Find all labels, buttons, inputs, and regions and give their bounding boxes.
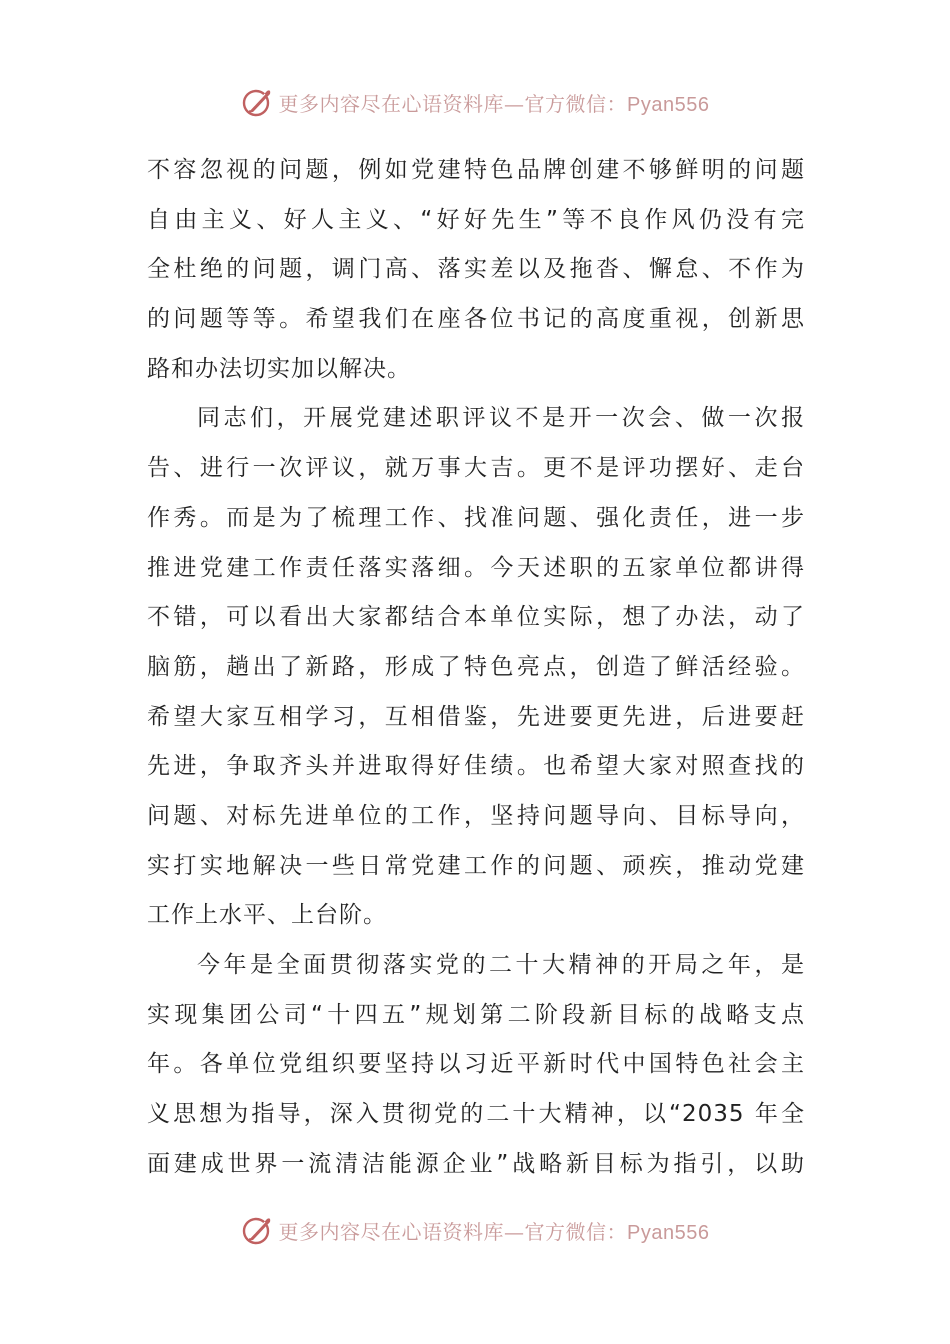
wechat-id: Pyan556 [627, 1221, 710, 1244]
text-line: 脑筋，趟出了新路，形成了特色亮点，创造了鲜活经验。 [147, 653, 805, 680]
text-line: 不容忽视的问题，例如党建特色品牌创建不够鲜明的问题 [147, 157, 805, 183]
text-line: 年。各单位党组织要坚持以习近平新时代中国特色社会主 [147, 1051, 805, 1078]
text-line: 路和办法切实加以解决。 [147, 355, 411, 382]
text-line: 面建成世界一流清洁能源企业”战略新目标为指引，以助 [147, 1150, 805, 1177]
text-line: 全杜绝的问题，调门高、落实差以及拖沓、懈怠、不作为 [147, 256, 805, 283]
text-line: 推进党建工作责任落实落细。今天述职的五家单位都讲得 [147, 554, 805, 581]
text-line: 义思想为指导，深入贯彻党的二十大精神，以“2035 年全 [147, 1101, 805, 1128]
text-line: 的问题等等。希望我们在座各位书记的高度重视，创新思 [147, 306, 805, 333]
text-line: 实现集团公司“十四五”规划第二阶段新目标的战略支点 [147, 1001, 805, 1028]
text-line: 同志们，开展党建述职评议不是开一次会、做一次报 [197, 405, 805, 432]
text-line: 告、进行一次评议，就万事大吉。更不是评功摆好、走台 [147, 455, 805, 482]
text-line: 希望大家互相学习，互相借鉴，先进要更先进，后进要赶 [147, 703, 805, 730]
text-line: 问题、对标先进单位的工作，坚持问题导向、目标导向， [147, 802, 805, 829]
text-line: 作秀。而是为了梳理工作、找准问题、强化责任，进一步 [147, 504, 805, 531]
watermark-text: 更多内容尽在心语资料库—官方微信：Pyan556 [278, 1219, 710, 1244]
text-line: 实打实地解决一些日常党建工作的问题、顽疾，推动党建 [147, 852, 805, 879]
header-watermark [0, 82, 950, 122]
footer-watermark [0, 1210, 950, 1250]
watermark-text: 更多内容尽在心语资料库—官方微信：Pyan556 [278, 91, 710, 116]
quill-logo-icon [241, 85, 275, 119]
quill-logo-icon [241, 1213, 275, 1247]
document-body [147, 146, 805, 1189]
text-line: 工作上水平、上台阶。 [147, 902, 387, 929]
text-line: 先进，争取齐头并进取得好佳绩。也希望大家对照查找的 [147, 753, 805, 780]
text-line: 自由主义、好人主义、“好好先生”等不良作风仍没有完 [147, 206, 805, 233]
wechat-id: Pyan556 [627, 93, 710, 116]
text-line: 不错，可以看出大家都结合本单位实际，想了办法，动了 [147, 604, 805, 631]
text-line: 今年是全面贯彻落实党的二十大精神的开局之年，是 [197, 952, 805, 978]
